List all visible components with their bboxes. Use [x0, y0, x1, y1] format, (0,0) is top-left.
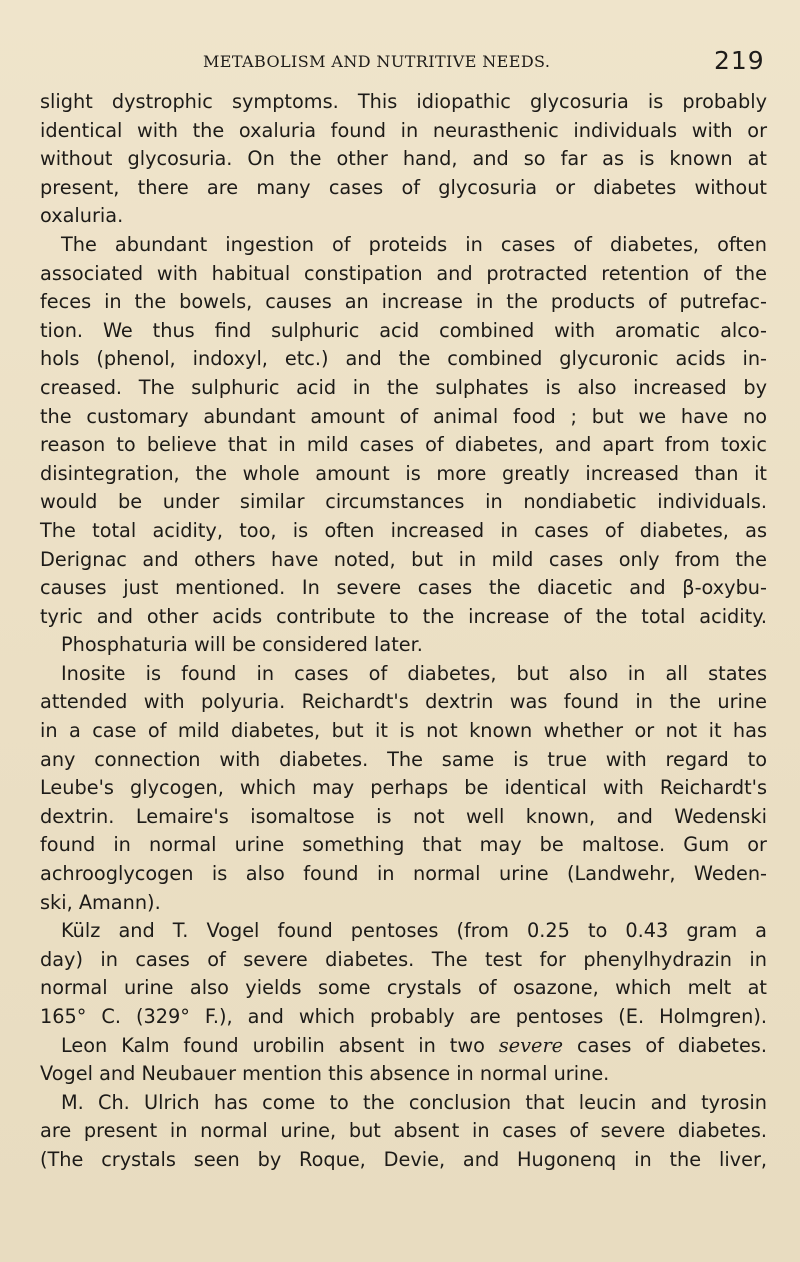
text-line: Derignac and others have noted, but in mild cases only from the [40, 547, 767, 571]
text-line: hols (phenol, indoxyl, etc.) and the combined glycuronic acids in- [40, 347, 767, 371]
running-head: METABOLISM AND NUTRITIVE NEEDS. [203, 52, 551, 71]
paragraph [40, 660, 767, 917]
text-line: are present in normal urine, but absent in cases of severe diabetes. [40, 1119, 767, 1143]
text-line: Phosphaturia will be considered later. [61, 633, 423, 657]
text-line: Vogel and Neubauer mention this absence in normal urine. [40, 1062, 610, 1086]
text-line: feces in the bowels, causes an increase in the products of putrefac- [40, 290, 767, 314]
paragraph [40, 1089, 767, 1175]
text-run: Leon Kalm found urobilin absent in two [61, 1033, 485, 1057]
page-header [0, 46, 800, 80]
paragraph [40, 88, 767, 231]
text-line: The total acidity, too, is often increased in cases of diabetes, as [40, 518, 767, 542]
text-line: causes just mentioned. In severe cases the diacetic and β-oxybu- [40, 576, 767, 600]
text-line: found in normal urine something that may be maltose. Gum or [40, 833, 767, 857]
text-line: attended with polyuria. Reichardt's dextrin was found in the urine [40, 690, 767, 714]
text-line: any connection with diabetes. The same is true with regard to [40, 747, 767, 771]
text-line: M. Ch. Ulrich has come to the conclusion that leucin and tyrosin [61, 1090, 767, 1114]
text-line: Külz and T. Vogel found pentoses (from 0.25 to 0.43 gram a [61, 919, 767, 943]
text-line: in a case of mild diabetes, but it is not known whether or not it has [40, 719, 767, 743]
text-line: 165° C. (329° F.), and which probably are pentoses (E. Holmgren). [40, 1005, 767, 1028]
text-line: tion. We thus find sulphuric acid combined with aromatic alco- [40, 318, 767, 342]
italic-term: severe [498, 1033, 564, 1057]
text-run: cases of diabetes. [577, 1033, 767, 1057]
paragraph [40, 917, 767, 1031]
text-line [40, 1032, 767, 1061]
text-line: tyric and other acids contribute to the increase of the total acidity. [40, 604, 767, 628]
text-line: normal urine also yields some crystals of osazone, which melt at [40, 976, 767, 1000]
text-line: creased. The sulphuric acid in the sulphates is also increased by [40, 375, 767, 399]
text-line: present, there are many cases of glycosuria or diabetes without [40, 175, 767, 199]
text-line: slight dystrophic symptoms. This idiopathic glycosuria is probably [40, 90, 767, 113]
text-line: Inosite is found in cases of diabetes, but also in all states [61, 661, 767, 685]
page-number: 219 [714, 46, 765, 75]
text-line: disintegration, the whole amount is more greatly increased than it [40, 461, 767, 485]
text-line: identical with the oxaluria found in neurasthenic individuals with or [40, 118, 767, 142]
text-line: would be under similar circumstances in nondiabetic individuals. [40, 490, 767, 514]
text-line: Leube's glycogen, which may perhaps be identical with Reichardt's [40, 776, 767, 800]
paragraph [40, 231, 767, 660]
text-line: the customary abundant amount of animal food ; but we have no [40, 404, 767, 428]
text-line: day) in cases of severe diabetes. The test for phenylhydrazin in [40, 947, 767, 971]
text-line: The abundant ingestion of proteids in cases of diabetes, often [61, 232, 767, 256]
text-line: dextrin. Lemaire's isomaltose is not well known, and Wedenski [40, 804, 767, 828]
text-line: associated with habitual constipation and protracted retention of the [40, 261, 767, 285]
text-line: reason to believe that in mild cases of diabetes, and apart from toxic [40, 433, 767, 457]
text-line: achrooglycogen is also found in normal urine (Landwehr, Weden- [40, 862, 767, 886]
text-line: ski, Amann). [40, 890, 161, 914]
text-line: oxaluria. [40, 204, 124, 228]
body-text [40, 88, 767, 1175]
text-line: (The crystals seen by Roque, Devie, and Hugonenq in the liver, [40, 1147, 767, 1171]
text-line: without glycosuria. On the other hand, and so far as is known at [40, 147, 767, 171]
paragraph [40, 1032, 767, 1089]
